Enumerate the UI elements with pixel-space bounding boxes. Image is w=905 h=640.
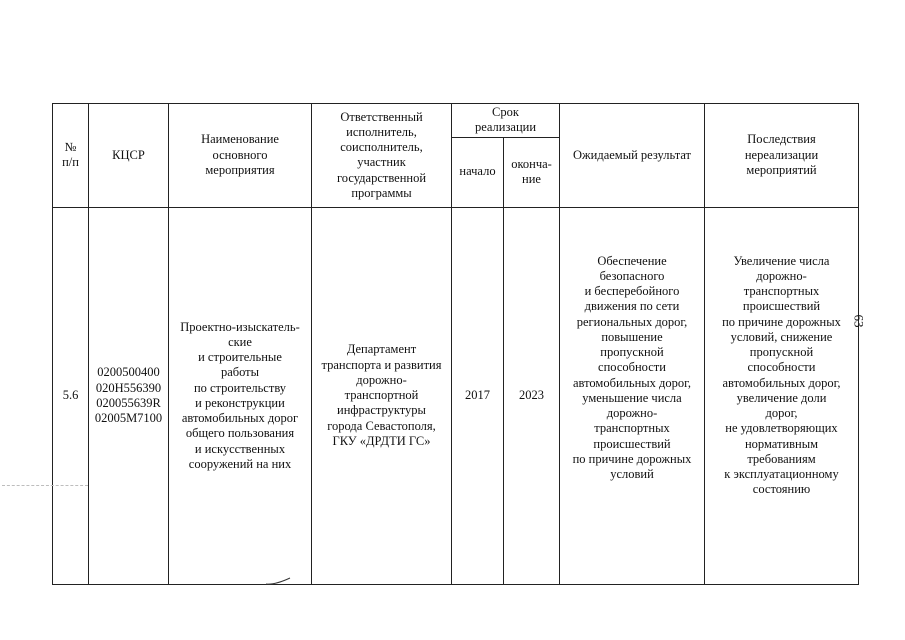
header-expected-result: Ожидаемый результат xyxy=(560,104,705,208)
scan-artifact-line xyxy=(2,485,88,486)
row-expected-result: Обеспечение безопасного и бесперебойного движения по сети региональных дорог, повышение пропускной способности автомобильных дорог, уменьшение числа дорожно- транспортных происшествий по причине дорожных условий xyxy=(560,207,705,585)
row-kcsr: 0200500400 020Н556390 020055639R 02005М7100 xyxy=(89,207,169,585)
header-consequences: Последствия нереализации мероприятий xyxy=(705,104,859,208)
header-start: начало xyxy=(452,137,504,207)
activities-table xyxy=(52,103,859,585)
header-num: № п/п xyxy=(53,104,89,208)
header-end: оконча- ние xyxy=(504,137,560,207)
header-row-1 xyxy=(53,104,859,138)
page-number: 63 xyxy=(851,314,867,328)
header-period: Срок реализации xyxy=(452,104,560,138)
row-start-year: 2017 xyxy=(452,207,504,585)
row-responsible: Департамент транспорта и развития дорожно- транспортной инфраструктуры города Севастополя, ГКУ «ДРДТИ ГС» xyxy=(312,207,452,585)
row-activity-name: Проектно-изыскатель- ские и строительные работы по строительству и реконструкции автомобильных дорог общего пользования и искусственных сооружений на них xyxy=(169,207,312,585)
table-row xyxy=(53,207,859,585)
row-consequences: Увеличение числа дорожно- транспортных происшествий по причине дорожных условий, снижение пропускной способности автомобильных дорог, увеличение доли дорог, не удовлетворяющих нормативным требованиям к эксплуатационному состоянию xyxy=(705,207,859,585)
header-activity-name: Наименование основного мероприятия xyxy=(169,104,312,208)
row-end-year: 2023 xyxy=(504,207,560,585)
row-num: 5.6 xyxy=(53,207,89,585)
header-kcsr: КЦСР xyxy=(89,104,169,208)
header-responsible: Ответственный исполнитель, соисполнитель, участник государственной программы xyxy=(312,104,452,208)
pen-mark xyxy=(265,576,291,586)
